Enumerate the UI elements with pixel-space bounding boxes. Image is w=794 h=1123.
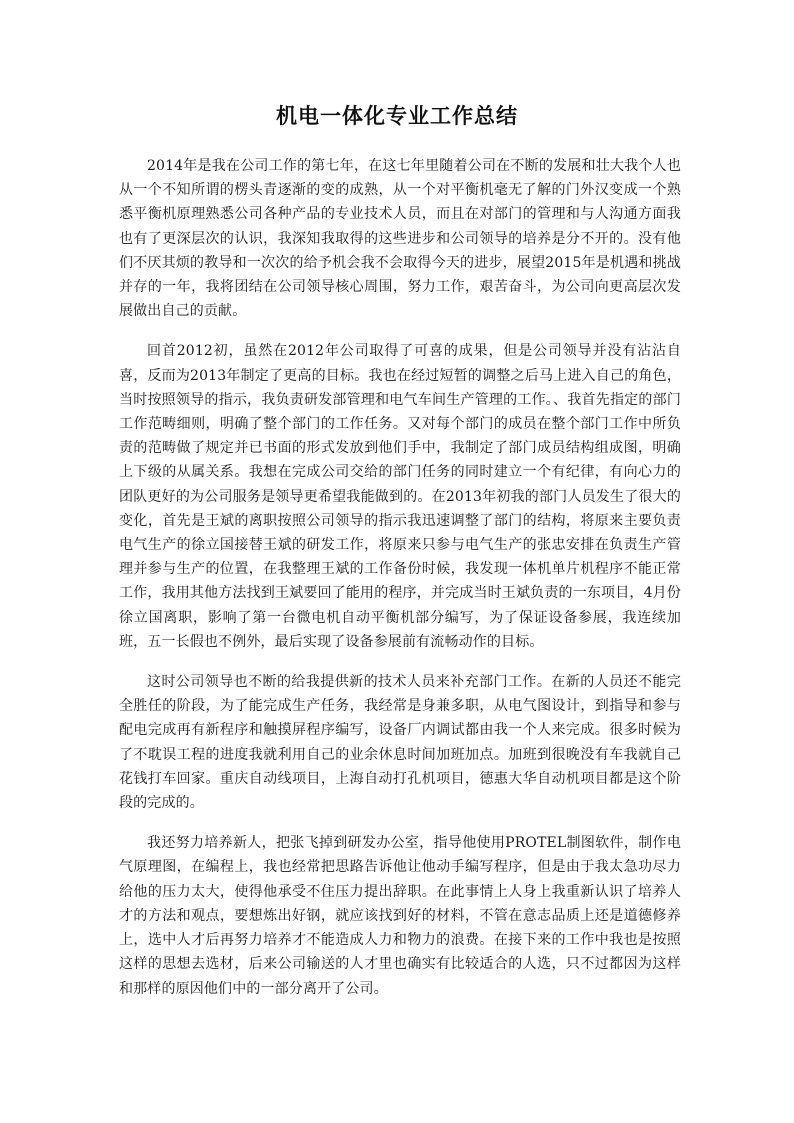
paragraph: 这时公司领导也不断的给我提供新的技术人员来补充部门工作。在新的人员还不能完全胜任的阶段，为了能完成生产任务，我经常是身兼多职，从电气图设计，到指导和参与配电完成再有新程序和触摸屏程序编写，设备厂内调试都由我一个人来完成。很多时候为了不耽误工程的进度我就利用自己的业余休息时间加班加点。加班到很晚没有车我就自己花钱打车回家。重庆自动线项目，上海自动打孔机项目，德惠大华自动机项目都是这个阶段的完成的。 bbox=[119, 674, 681, 812]
paragraph: 回首2012初，虽然在2012年公司取得了可喜的成果，但是公司领导并没有沾沾自喜，反而为2013年制定了更高的目标。我也在经过短暂的调整之后马上进入自己的角色，当时按照领导的指示，我负责研发部管理和电气车间生产管理的工作。、我首先指定的部门工作范畴细则，明确了整个部门的工作任务。又对每个部门的成员在整个部门工作中所负责的范畴做了规定并已书面的形式发放到他们手中，我制定了部门成员结构组成图，明确上下级的从属关系。我想在完成公司交给的部门任务的同时建立一个有纪律，有向心力的团队更好的为公司服务是领导更希望我能做到的。在2013年初我的部门人员发生了很大的变化，首先是王斌的离职按照公司领导的指示我迅速调整了部门的结构，将原来主要负责电气生产的徐立国接替王斌的研发工作，将原来只参与电气生产的张忠安排在负责生产管理并参与生产的位置，在我整理王斌的工作备份时候，我发现一体机单片机程序不能正常工作，我用其他方法找到王斌要回了能用的程序，并完成当时王斌负责的一东项目，4月份徐立国离职，影响了第一台微电机自动平衡机部分编写，为了保证设备参展，我连续加班，五一长假也不例外，最后实现了设备参展前有流畅动作的目标。 bbox=[119, 343, 681, 650]
document-title: 机电一体化专业工作总结 bbox=[276, 104, 518, 128]
paragraph: 2014年是我在公司工作的第七年，在这七年里随着公司在不断的发展和壮大我个人也从一个不知所谓的楞头青逐渐的变的成熟，从一个对平衡机毫无了解的门外汉变成一个熟悉平衡机原理熟悉公司各种产品的专业技术人员，而且在对部门的管理和与人沟通方面我也有了更深层次的认识，我深知我取得的这些进步和公司领导的培养是分不开的。没有他们不厌其烦的教导和一次次的给予机会我不会取得今天的进步，展望2015年是机遇和挑战并存的一年，我将团结在公司领导核心周围，努力工作，艰苦奋斗，为公司向更高层次发展做出自己的贡献。 bbox=[119, 158, 681, 320]
paragraph: 我还努力培养新人，把张飞掉到研发办公室，指导他使用PROTEL制图软件，制作电气原理图，在编程上，我也经常把思路告诉他让他动手编写程序，但是由于我太急功尽力给他的压力太大，使得他承受不住压力提出辞职。在此事情上人身上我重新认识了培养人才的方法和观点，要想炼出好钢，就应该找到好的材料，不管在意志品质上还是道德修养上，选中人才后再努力培养才不能造成人力和物力的浪费。在接下来的工作中我也是按照这样的思想去选材，后来公司输送的人才里也确实有比较适合的人选，只不过都因为这样和那样的原因他们中的一部分离开了公司。 bbox=[119, 835, 681, 997]
document-body bbox=[119, 154, 681, 1017]
